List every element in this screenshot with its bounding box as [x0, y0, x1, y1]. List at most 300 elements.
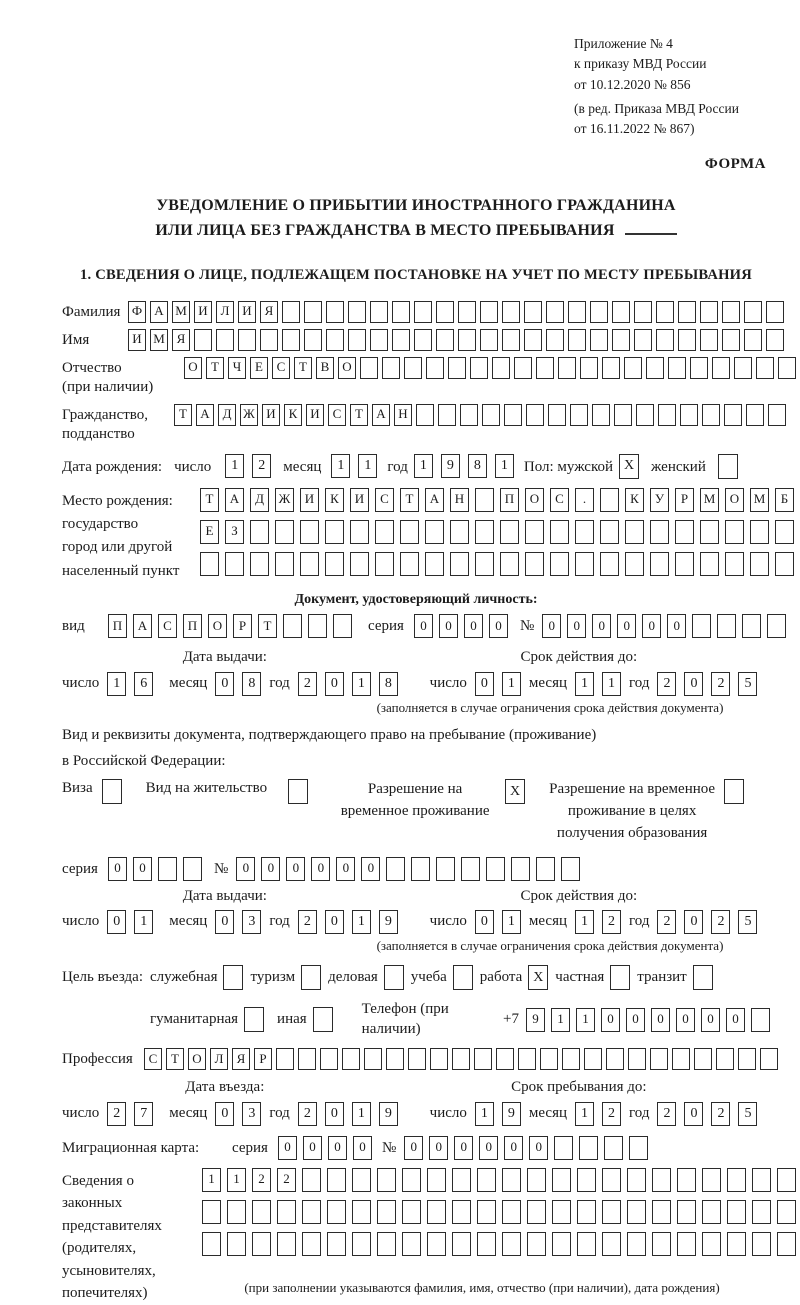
char-cell[interactable]	[342, 1048, 360, 1070]
char-cell[interactable]	[584, 1048, 602, 1070]
purpose-official-checkbox[interactable]	[223, 965, 243, 990]
char-cell[interactable]	[461, 857, 480, 881]
char-cell[interactable]: 0	[361, 857, 380, 881]
purpose-humanitarian-checkbox[interactable]	[244, 1007, 264, 1032]
char-cell[interactable]: 9	[379, 910, 398, 934]
char-cell[interactable]: 1	[575, 910, 594, 934]
char-cell[interactable]	[702, 404, 720, 426]
char-cell[interactable]	[752, 1168, 771, 1192]
char-cell[interactable]	[652, 1232, 671, 1256]
char-cell[interactable]	[302, 1168, 321, 1192]
char-cell[interactable]: М	[750, 488, 769, 512]
char-cell[interactable]	[452, 1048, 470, 1070]
char-cell[interactable]	[276, 1048, 294, 1070]
purpose-transit-checkbox[interactable]	[693, 965, 713, 990]
char-cell[interactable]	[252, 1232, 271, 1256]
char-cell[interactable]	[727, 1232, 746, 1256]
char-cell[interactable]	[656, 301, 674, 323]
char-cell[interactable]	[333, 614, 352, 638]
char-cell[interactable]: 0	[261, 857, 280, 881]
char-cell[interactable]	[524, 329, 542, 351]
char-cell[interactable]: 9	[379, 1102, 398, 1126]
char-cell[interactable]: М	[150, 329, 168, 351]
char-cell[interactable]: 8	[242, 672, 261, 696]
temp-residence-checkbox[interactable]: X	[505, 779, 525, 804]
char-cell[interactable]	[386, 1048, 404, 1070]
char-cell[interactable]: К	[284, 404, 302, 426]
doc-valid-year[interactable]	[657, 672, 757, 696]
char-cell[interactable]: Л	[210, 1048, 228, 1070]
char-cell[interactable]	[252, 1200, 271, 1224]
char-cell[interactable]: П	[108, 614, 127, 638]
name-cells[interactable]	[128, 329, 784, 351]
char-cell[interactable]	[277, 1232, 296, 1256]
char-cell[interactable]: А	[196, 404, 214, 426]
char-cell[interactable]	[778, 357, 796, 379]
char-cell[interactable]	[750, 520, 769, 544]
char-cell[interactable]	[700, 552, 719, 576]
char-cell[interactable]	[275, 552, 294, 576]
char-cell[interactable]: 1	[575, 1102, 594, 1126]
char-cell[interactable]	[627, 1232, 646, 1256]
char-cell[interactable]: 0	[651, 1008, 670, 1032]
char-cell[interactable]: А	[225, 488, 244, 512]
char-cell[interactable]	[200, 552, 219, 576]
char-cell[interactable]: 1	[352, 910, 371, 934]
birthplace-cells-row1[interactable]	[200, 488, 794, 512]
char-cell[interactable]	[275, 520, 294, 544]
char-cell[interactable]: 0	[726, 1008, 745, 1032]
char-cell[interactable]	[548, 404, 566, 426]
char-cell[interactable]	[392, 301, 410, 323]
char-cell[interactable]: Т	[166, 1048, 184, 1070]
profession-cells[interactable]	[144, 1048, 778, 1070]
char-cell[interactable]: Б	[775, 488, 794, 512]
representatives-cells-row2[interactable]	[202, 1200, 796, 1224]
char-cell[interactable]	[606, 1048, 624, 1070]
char-cell[interactable]	[352, 1232, 371, 1256]
char-cell[interactable]	[427, 1200, 446, 1224]
char-cell[interactable]	[448, 357, 466, 379]
char-cell[interactable]: О	[184, 357, 202, 379]
char-cell[interactable]: 3	[242, 1102, 261, 1126]
doc-valid-month[interactable]	[575, 672, 621, 696]
char-cell[interactable]	[452, 1200, 471, 1224]
char-cell[interactable]: 1	[358, 454, 377, 478]
char-cell[interactable]	[327, 1200, 346, 1224]
migration-seriya-cells[interactable]	[278, 1136, 372, 1160]
char-cell[interactable]	[511, 857, 530, 881]
char-cell[interactable]	[377, 1200, 396, 1224]
char-cell[interactable]	[590, 329, 608, 351]
char-cell[interactable]: 0	[567, 614, 586, 638]
char-cell[interactable]: 9	[526, 1008, 545, 1032]
char-cell[interactable]: 2	[602, 1102, 621, 1126]
char-cell[interactable]	[375, 552, 394, 576]
entry-year[interactable]	[298, 1102, 398, 1126]
char-cell[interactable]	[602, 1168, 621, 1192]
char-cell[interactable]: 2	[277, 1168, 296, 1192]
char-cell[interactable]: 5	[738, 910, 757, 934]
char-cell[interactable]	[475, 520, 494, 544]
char-cell[interactable]	[727, 1168, 746, 1192]
char-cell[interactable]: 1	[551, 1008, 570, 1032]
char-cell[interactable]	[416, 404, 434, 426]
char-cell[interactable]	[364, 1048, 382, 1070]
char-cell[interactable]	[629, 1136, 648, 1160]
char-cell[interactable]: М	[700, 488, 719, 512]
char-cell[interactable]	[216, 329, 234, 351]
stay-year[interactable]	[657, 1102, 757, 1126]
char-cell[interactable]	[750, 552, 769, 576]
char-cell[interactable]	[536, 857, 555, 881]
migration-number-cells[interactable]	[404, 1136, 648, 1160]
char-cell[interactable]: 2	[711, 910, 730, 934]
char-cell[interactable]: 0	[439, 614, 458, 638]
char-cell[interactable]	[675, 520, 694, 544]
char-cell[interactable]: 0	[215, 672, 234, 696]
char-cell[interactable]: 2	[298, 910, 317, 934]
char-cell[interactable]: 2	[711, 672, 730, 696]
residence-issue-month[interactable]	[215, 910, 261, 934]
char-cell[interactable]: 0	[542, 614, 561, 638]
char-cell[interactable]: И	[300, 488, 319, 512]
purpose-other-checkbox[interactable]	[313, 1007, 333, 1032]
char-cell[interactable]	[477, 1200, 496, 1224]
char-cell[interactable]	[400, 520, 419, 544]
char-cell[interactable]	[592, 404, 610, 426]
char-cell[interactable]: И	[128, 329, 146, 351]
char-cell[interactable]	[600, 520, 619, 544]
char-cell[interactable]	[546, 329, 564, 351]
char-cell[interactable]	[675, 552, 694, 576]
char-cell[interactable]	[411, 857, 430, 881]
char-cell[interactable]	[202, 1200, 221, 1224]
char-cell[interactable]: И	[350, 488, 369, 512]
char-cell[interactable]	[536, 357, 554, 379]
char-cell[interactable]	[524, 301, 542, 323]
char-cell[interactable]	[525, 520, 544, 544]
char-cell[interactable]	[602, 1232, 621, 1256]
char-cell[interactable]	[480, 329, 498, 351]
char-cell[interactable]: Д	[218, 404, 236, 426]
char-cell[interactable]: П	[500, 488, 519, 512]
char-cell[interactable]	[678, 329, 696, 351]
char-cell[interactable]	[722, 329, 740, 351]
char-cell[interactable]	[628, 1048, 646, 1070]
char-cell[interactable]	[370, 301, 388, 323]
char-cell[interactable]: 1	[502, 910, 521, 934]
char-cell[interactable]: Т	[174, 404, 192, 426]
char-cell[interactable]	[600, 488, 619, 512]
char-cell[interactable]: 0	[626, 1008, 645, 1032]
char-cell[interactable]: 2	[657, 1102, 676, 1126]
char-cell[interactable]	[348, 301, 366, 323]
char-cell[interactable]	[716, 1048, 734, 1070]
char-cell[interactable]	[302, 1200, 321, 1224]
birthplace-cells-row2[interactable]	[200, 520, 794, 544]
residence-seriya-cells[interactable]	[108, 857, 202, 881]
char-cell[interactable]	[525, 552, 544, 576]
char-cell[interactable]	[744, 301, 762, 323]
char-cell[interactable]	[480, 301, 498, 323]
char-cell[interactable]: Е	[200, 520, 219, 544]
char-cell[interactable]	[677, 1232, 696, 1256]
char-cell[interactable]: 0	[592, 614, 611, 638]
char-cell[interactable]	[725, 552, 744, 576]
char-cell[interactable]	[227, 1200, 246, 1224]
char-cell[interactable]	[590, 301, 608, 323]
char-cell[interactable]: Ж	[240, 404, 258, 426]
char-cell[interactable]	[690, 357, 708, 379]
char-cell[interactable]	[414, 329, 432, 351]
char-cell[interactable]	[400, 552, 419, 576]
char-cell[interactable]: 0	[303, 1136, 322, 1160]
char-cell[interactable]	[604, 1136, 623, 1160]
char-cell[interactable]	[250, 552, 269, 576]
char-cell[interactable]	[450, 552, 469, 576]
char-cell[interactable]	[614, 404, 632, 426]
char-cell[interactable]	[658, 404, 676, 426]
char-cell[interactable]: 0	[617, 614, 636, 638]
char-cell[interactable]: 1	[352, 672, 371, 696]
char-cell[interactable]: 8	[468, 454, 487, 478]
char-cell[interactable]: Л	[216, 301, 234, 323]
char-cell[interactable]	[427, 1232, 446, 1256]
char-cell[interactable]	[360, 357, 378, 379]
char-cell[interactable]: 0	[328, 1136, 347, 1160]
char-cell[interactable]	[700, 520, 719, 544]
char-cell[interactable]: В	[316, 357, 334, 379]
char-cell[interactable]	[751, 1008, 770, 1032]
char-cell[interactable]	[298, 1048, 316, 1070]
char-cell[interactable]	[502, 1232, 521, 1256]
char-cell[interactable]: Т	[350, 404, 368, 426]
char-cell[interactable]: 1	[502, 672, 521, 696]
birth-month-cells[interactable]	[331, 454, 377, 478]
char-cell[interactable]	[725, 520, 744, 544]
surname-cells[interactable]	[128, 301, 784, 323]
char-cell[interactable]	[624, 357, 642, 379]
char-cell[interactable]: С	[158, 614, 177, 638]
char-cell[interactable]	[612, 329, 630, 351]
char-cell[interactable]: Ч	[228, 357, 246, 379]
char-cell[interactable]: Е	[250, 357, 268, 379]
char-cell[interactable]	[438, 404, 456, 426]
char-cell[interactable]: С	[328, 404, 346, 426]
char-cell[interactable]: 0	[475, 910, 494, 934]
char-cell[interactable]	[656, 329, 674, 351]
residence-valid-day[interactable]	[475, 910, 521, 934]
char-cell[interactable]	[477, 1232, 496, 1256]
stay-day[interactable]	[475, 1102, 521, 1126]
char-cell[interactable]: 1	[227, 1168, 246, 1192]
sex-female-checkbox[interactable]	[718, 454, 738, 479]
temp-residence-edu-checkbox[interactable]	[724, 779, 744, 804]
char-cell[interactable]: 1	[475, 1102, 494, 1126]
patronymic-cells[interactable]	[184, 357, 796, 379]
char-cell[interactable]: 2	[107, 1102, 126, 1126]
char-cell[interactable]	[225, 552, 244, 576]
char-cell[interactable]	[677, 1168, 696, 1192]
char-cell[interactable]: Я	[260, 301, 278, 323]
char-cell[interactable]	[227, 1232, 246, 1256]
char-cell[interactable]	[752, 1200, 771, 1224]
char-cell[interactable]: Т	[206, 357, 224, 379]
char-cell[interactable]: С	[375, 488, 394, 512]
char-cell[interactable]	[678, 301, 696, 323]
char-cell[interactable]: Ж	[275, 488, 294, 512]
char-cell[interactable]	[458, 301, 476, 323]
char-cell[interactable]: Т	[294, 357, 312, 379]
char-cell[interactable]	[668, 357, 686, 379]
doc-seriya-cells[interactable]	[414, 614, 508, 638]
char-cell[interactable]	[402, 1200, 421, 1224]
char-cell[interactable]: А	[150, 301, 168, 323]
char-cell[interactable]: Р	[254, 1048, 272, 1070]
purpose-business-checkbox[interactable]	[384, 965, 404, 990]
doc-type-cells[interactable]	[108, 614, 352, 638]
char-cell[interactable]	[552, 1200, 571, 1224]
char-cell[interactable]: 0	[325, 672, 344, 696]
char-cell[interactable]	[579, 1136, 598, 1160]
purpose-work-checkbox[interactable]: X	[528, 965, 548, 990]
char-cell[interactable]: 0	[529, 1136, 548, 1160]
char-cell[interactable]: 1	[414, 454, 433, 478]
char-cell[interactable]: 0	[353, 1136, 372, 1160]
char-cell[interactable]	[402, 1168, 421, 1192]
char-cell[interactable]: 0	[684, 910, 703, 934]
char-cell[interactable]: П	[183, 614, 202, 638]
char-cell[interactable]	[550, 520, 569, 544]
char-cell[interactable]: 8	[379, 672, 398, 696]
char-cell[interactable]	[561, 857, 580, 881]
char-cell[interactable]: 2	[252, 454, 271, 478]
char-cell[interactable]	[702, 1232, 721, 1256]
char-cell[interactable]	[308, 614, 327, 638]
char-cell[interactable]	[554, 1136, 573, 1160]
char-cell[interactable]	[377, 1168, 396, 1192]
char-cell[interactable]	[436, 301, 454, 323]
char-cell[interactable]	[744, 329, 762, 351]
char-cell[interactable]: С	[272, 357, 290, 379]
char-cell[interactable]	[502, 1168, 521, 1192]
char-cell[interactable]	[577, 1168, 596, 1192]
char-cell[interactable]	[552, 1232, 571, 1256]
char-cell[interactable]	[304, 329, 322, 351]
char-cell[interactable]: Н	[394, 404, 412, 426]
doc-number-cells[interactable]	[542, 614, 786, 638]
char-cell[interactable]: 0	[642, 614, 661, 638]
char-cell[interactable]	[300, 552, 319, 576]
char-cell[interactable]	[646, 357, 664, 379]
char-cell[interactable]: 1	[202, 1168, 221, 1192]
char-cell[interactable]	[452, 1168, 471, 1192]
char-cell[interactable]	[694, 1048, 712, 1070]
char-cell[interactable]: 2	[657, 672, 676, 696]
char-cell[interactable]: 1	[602, 672, 621, 696]
char-cell[interactable]	[500, 520, 519, 544]
char-cell[interactable]: 3	[242, 910, 261, 934]
char-cell[interactable]	[426, 357, 444, 379]
char-cell[interactable]: 0	[601, 1008, 620, 1032]
char-cell[interactable]	[546, 301, 564, 323]
char-cell[interactable]	[436, 329, 454, 351]
residence-permit-checkbox[interactable]	[288, 779, 308, 804]
char-cell[interactable]	[514, 357, 532, 379]
char-cell[interactable]	[327, 1168, 346, 1192]
char-cell[interactable]: А	[133, 614, 152, 638]
char-cell[interactable]: Т	[200, 488, 219, 512]
char-cell[interactable]	[496, 1048, 514, 1070]
char-cell[interactable]	[277, 1200, 296, 1224]
char-cell[interactable]	[283, 614, 302, 638]
char-cell[interactable]	[260, 329, 278, 351]
char-cell[interactable]	[250, 520, 269, 544]
char-cell[interactable]: А	[372, 404, 390, 426]
char-cell[interactable]	[746, 404, 764, 426]
char-cell[interactable]: О	[208, 614, 227, 638]
char-cell[interactable]	[325, 520, 344, 544]
char-cell[interactable]: Я	[172, 329, 190, 351]
doc-issue-year[interactable]	[298, 672, 398, 696]
char-cell[interactable]	[282, 301, 300, 323]
char-cell[interactable]	[427, 1168, 446, 1192]
visa-checkbox[interactable]	[102, 779, 122, 804]
char-cell[interactable]	[470, 357, 488, 379]
char-cell[interactable]	[625, 520, 644, 544]
char-cell[interactable]: 0	[286, 857, 305, 881]
char-cell[interactable]	[767, 614, 786, 638]
char-cell[interactable]	[425, 552, 444, 576]
char-cell[interactable]: 1	[134, 910, 153, 934]
char-cell[interactable]	[502, 329, 520, 351]
char-cell[interactable]	[194, 329, 212, 351]
char-cell[interactable]	[777, 1232, 796, 1256]
char-cell[interactable]: 2	[298, 672, 317, 696]
char-cell[interactable]: Т	[400, 488, 419, 512]
char-cell[interactable]	[722, 301, 740, 323]
char-cell[interactable]	[700, 329, 718, 351]
char-cell[interactable]	[562, 1048, 580, 1070]
char-cell[interactable]: О	[338, 357, 356, 379]
doc-issue-month[interactable]	[215, 672, 261, 696]
char-cell[interactable]	[458, 329, 476, 351]
char-cell[interactable]	[636, 404, 654, 426]
char-cell[interactable]	[526, 404, 544, 426]
char-cell[interactable]	[450, 520, 469, 544]
char-cell[interactable]	[527, 1200, 546, 1224]
char-cell[interactable]: 0	[107, 910, 126, 934]
char-cell[interactable]	[677, 1200, 696, 1224]
char-cell[interactable]	[486, 857, 505, 881]
char-cell[interactable]	[766, 301, 784, 323]
char-cell[interactable]: 0	[684, 672, 703, 696]
char-cell[interactable]	[320, 1048, 338, 1070]
char-cell[interactable]	[350, 520, 369, 544]
char-cell[interactable]: Д	[250, 488, 269, 512]
char-cell[interactable]	[652, 1168, 671, 1192]
char-cell[interactable]: И	[194, 301, 212, 323]
char-cell[interactable]	[302, 1232, 321, 1256]
char-cell[interactable]	[158, 857, 177, 881]
birth-year-cells[interactable]	[414, 454, 514, 478]
char-cell[interactable]	[777, 1168, 796, 1192]
char-cell[interactable]: 0	[684, 1102, 703, 1126]
char-cell[interactable]	[460, 404, 478, 426]
char-cell[interactable]: Я	[232, 1048, 250, 1070]
char-cell[interactable]	[672, 1048, 690, 1070]
